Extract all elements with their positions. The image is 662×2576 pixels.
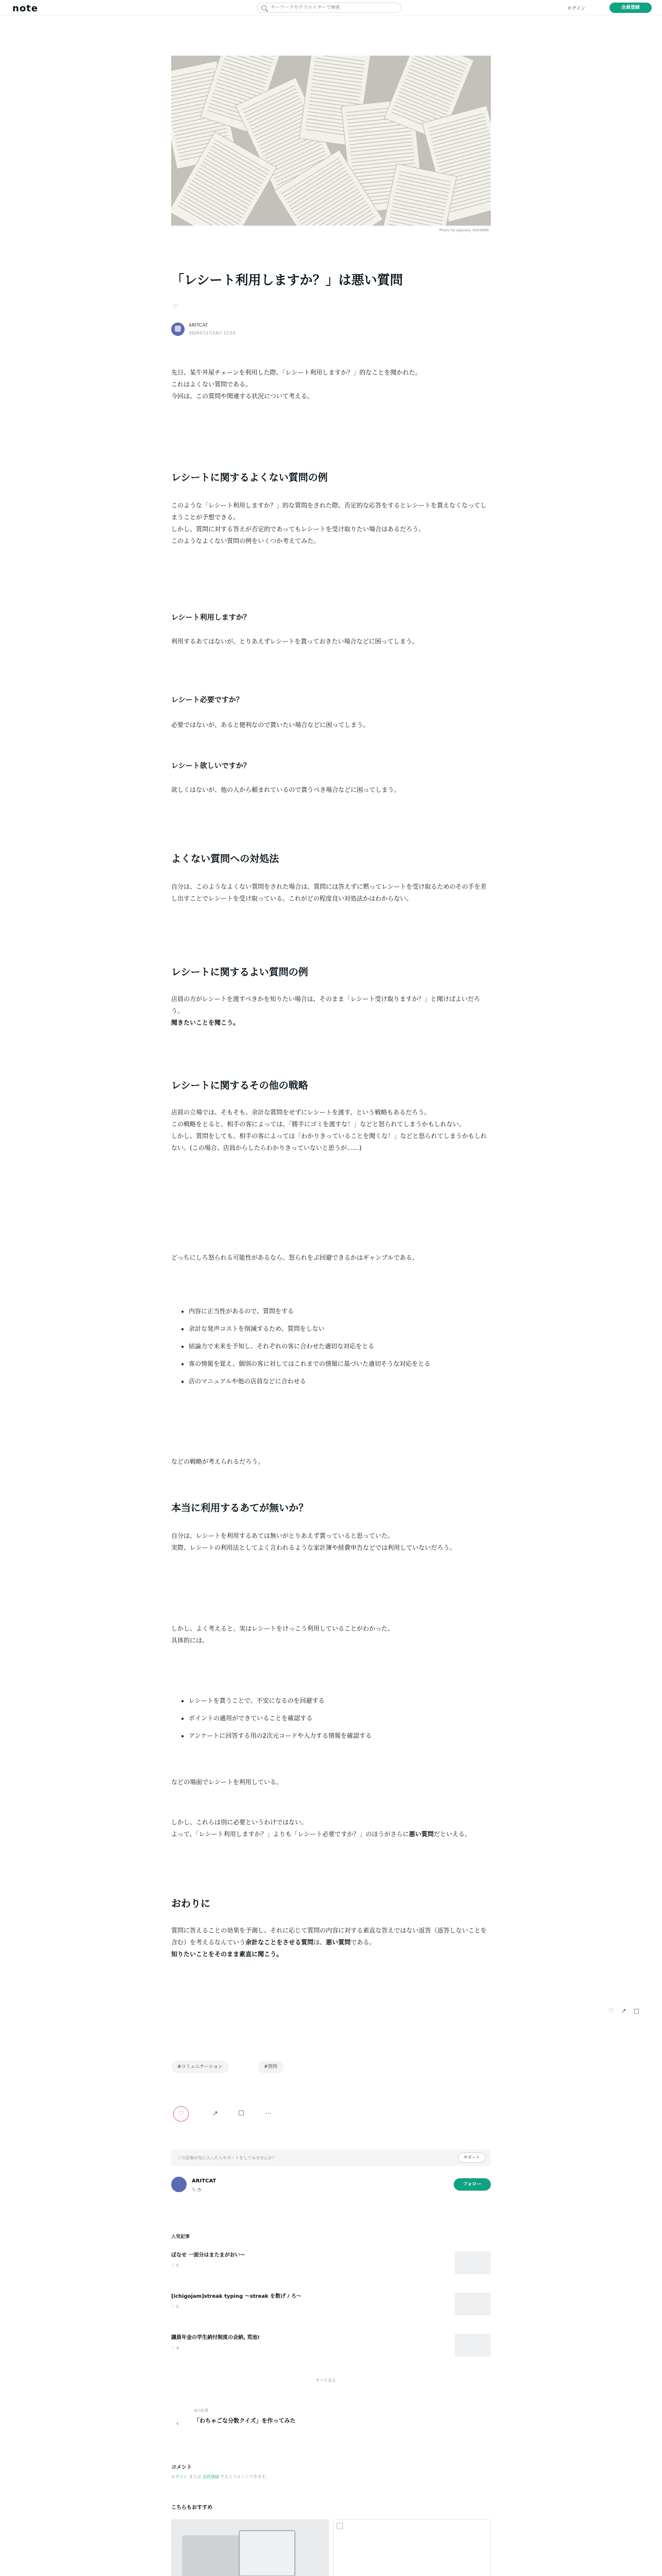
list-item: • 客の情報を覚え、個別の客に対してはこれまでの情報に基づいた適切そうな対応をとる — [189, 1358, 491, 1370]
subheading: レシート必要ですか？ — [171, 696, 243, 704]
side-save-icon[interactable]: □ — [633, 2007, 640, 2014]
hashtag[interactable]: #コミュニケーション — [171, 2061, 229, 2073]
section-paragraph: このような「レシート利用しますか？」的な質問をされた際、否定的な応答をするとレシートを貰えなくなってしまうことが予想できる。 しかし、質問に対する答えが否定的であってもレシートを受け取りたい場合はあるだろう。 このようなよくない質問の例をいくつか考えてみた。 — [171, 502, 487, 545]
section-heading: よくない質問への対処法 — [171, 853, 279, 865]
share-icon[interactable]: ↗ — [212, 2110, 218, 2117]
search-box[interactable] — [257, 3, 401, 13]
paragraph: 欲しくはないが、他の人から頼まれているので貰うべき場合などに困ってしまう。 — [171, 786, 401, 793]
avatar[interactable] — [171, 323, 185, 336]
subheading: レシート欲しいですか？ — [171, 762, 251, 770]
usage-list — [181, 1695, 491, 1748]
photo-credit[interactable]: Photo by jagaaaa_there888 — [439, 228, 489, 232]
avatar[interactable] — [171, 2177, 187, 2192]
section-paragraph: 自分は、このようなよくない質問をされた場合は、質問には答えずに黙ってレシートを受け取るためのその手を差し出すことでレシートを受け取っている。これがどの程度良い対処法かはわからない。 — [171, 883, 487, 902]
hashtag[interactable]: #質問 — [258, 2061, 284, 2073]
recommend-title: こちらもおすすめ — [171, 2505, 213, 2511]
profile-name[interactable]: ARITCAT — [192, 2178, 217, 2184]
search-input[interactable] — [271, 5, 394, 10]
list-item: • ポイントの適用ができていることを確認する — [189, 1713, 491, 1724]
paragraph: などの場面でレシートを利用している。 — [171, 1778, 283, 1786]
prev-article-link[interactable]: 「わちゃごな分数クイズ」を作ってみた — [194, 2417, 296, 2424]
signup-button[interactable]: 会員登録 — [609, 3, 652, 13]
list-item[interactable]: [ichigojam]streak typing 〜streak を数げ / ろ〜 ♡ 5 — [171, 2292, 491, 2309]
side-share-icon[interactable]: ↗ — [621, 2007, 626, 2014]
recommend-card[interactable] — [333, 2519, 491, 2576]
paragraph: どっちにしろ怒られる可能性があるなら、怒られをぶ回避できるかはギャンブルである。 — [171, 1254, 419, 1261]
like-button[interactable]: ♡ — [173, 2106, 189, 2122]
list-item: • 内容に正当性があるので、質問をする — [189, 1306, 491, 1317]
section-paragraph: しかし、よく考えると、実はレシートをけっこう利用していることがわかった。 具体的には、 — [171, 1625, 394, 1644]
comment-title: コメント — [171, 2465, 192, 2470]
list-item[interactable]: ぼなせ 一面分はまたまがおい〜 ♡ 5 — [171, 2250, 491, 2268]
section-heading: 本当に利用するあてが無いか？ — [171, 1502, 309, 1514]
list-item: • 余計な発声コストを削減するため、質問をしない — [189, 1323, 491, 1335]
list-item: • レシートを貰うことで、不安になるのを回避する — [189, 1695, 491, 1707]
section-heading: おわりに — [171, 1898, 211, 1909]
section-heading: レシートに関するよくない質問の例 — [171, 472, 328, 483]
card-thumbnail — [333, 2519, 491, 2576]
support-button[interactable]: サポート — [458, 2153, 486, 2163]
hero-image — [171, 56, 491, 226]
bookmark-icon[interactable]: ☐ — [238, 2110, 244, 2117]
follow-button[interactable]: フォロー — [454, 2178, 491, 2191]
top-bar — [0, 0, 662, 15]
paragraph: 利用するあてはないが、とりあえずレシートを貰っておきたい場合などに困ってしまう。 — [171, 638, 419, 645]
intro-paragraph: 先日、某牛丼屋チェーンを利用した際、「レシート利用しますか？」的なことを聞かれた。 これはよくない質問である。 今回は、この質問や関連する状況について考える。 — [171, 369, 422, 400]
section-heading: レシートに関するよい質問の例 — [171, 967, 308, 978]
card-thumbnail — [171, 2519, 329, 2576]
section-paragraph: しかし、これらは別に必要というわけではない。 よって、「レシート利用しますか？」よりも「レシート必要ですか？」のほうがさらに悪い質問だといえる。 — [171, 1819, 471, 1838]
section-paragraph: 質問に答えることの効果を予測し、それに応じて質問の内容に対する素直な答えではない返答（返答しないことを含む）を考えるなんていう余計なことをさせる質問は、悪い質問である。 知りたいことをそのまま素直に聞こう。 — [171, 1927, 487, 1958]
list-item[interactable]: 議員年金の学生納付制度の会納, 荒池! ♡ 4 — [171, 2333, 491, 2350]
article-title: 「レシート利用しますか？」は悪い質問 — [171, 273, 403, 287]
popular-title: 人気記事 — [171, 2234, 190, 2240]
section-paragraph: 自分は、レシートを利用するあては無いがとりあえず貰っていると思っていた。 実際、レシートの利用法としてよく言われるような家計簿や経費申告などでは利用していないだろう。 — [171, 1532, 456, 1551]
list-item: • 店のマニュアルや他の店員などに合わせる — [189, 1376, 491, 1387]
support-text: この記事が気に入ったらサポートをしてみませんか？ — [177, 2156, 276, 2160]
strategy-list — [181, 1306, 491, 1393]
social-icons[interactable]: 𝕏 ◔ — [192, 2188, 201, 2193]
see-all-link[interactable]: すべて見る — [316, 2378, 336, 2383]
list-item: • 結論力で未来を予知し、それぞれの客に合わせた適切な対応をとる — [189, 1341, 491, 1352]
paragraph: 必要ではないが、あると便利なので貰いたい場合などに困ってしまう。 — [171, 721, 370, 728]
side-action-bar — [608, 2007, 639, 2014]
chevron-left-icon[interactable]: ‹ — [176, 2420, 179, 2427]
search-icon — [261, 5, 267, 10]
heart-icon[interactable]: ♡ — [173, 303, 178, 310]
comment-note: ログイン または 会員登録 するとコメントできます。 — [171, 2475, 270, 2479]
side-like-icon[interactable]: ♡ — [608, 2007, 614, 2014]
paragraph: などの戦略が考えられるだろう。 — [171, 1458, 264, 1465]
publish-date: 2024年11月14日 12:53 — [189, 331, 236, 335]
section-heading: レシートに関するその他の戦略 — [171, 1080, 308, 1091]
section-paragraph: 店員の立場では、そもそも、余計な質問をせずにレシートを渡す、という戦略もあるだろう。 この戦略をとると、相手の客によっては、「勝手にゴミを渡すな！」などと怒られてしまうかもしれない。 しかし、質問をしても、相手の客によっては「わかりきっていることを聞くな！」などと怒られてしまうかもしれない。(この場合、店員からしたらわかりきっていないと思うが……) — [171, 1109, 487, 1151]
recommend-card[interactable] — [171, 2519, 329, 2576]
more-icon[interactable]: ⋯ — [265, 2110, 272, 2117]
list-item: • アンケートに回答する用の2次元コードや入力する情報を確認する — [189, 1730, 491, 1742]
support-box — [171, 2149, 491, 2166]
note-logo[interactable]: note — [12, 3, 38, 14]
subheading: レシート利用しますか？ — [171, 614, 251, 622]
section-paragraph: 店員の方がレシートを渡すべきかを知りたい場合は、そのまま「レシート受け取りますか？」と聞けばよいだろう。 聞きたいことを聞こう。 — [171, 995, 481, 1026]
login-link[interactable]: ログイン — [567, 6, 586, 11]
prev-label: 前の記事 — [194, 2409, 208, 2413]
author-name[interactable]: ARITCAT — [189, 323, 208, 328]
